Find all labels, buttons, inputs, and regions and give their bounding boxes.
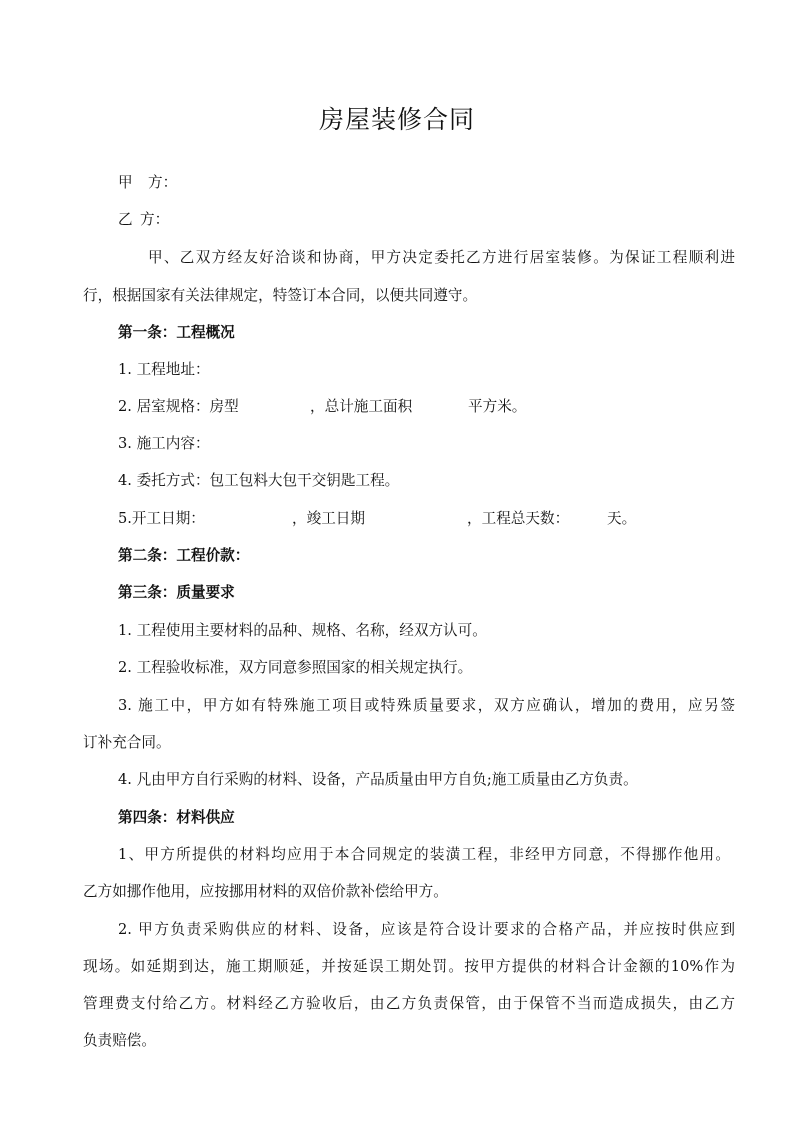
article4-item1-line1: 1、甲方所提供的材料均应用于本合同规定的装潢工程，非经甲方同意，不得挪作他用。 [118,846,730,863]
article4-heading: 第四条：材料供应 [118,809,235,826]
party-a-label: 甲 [118,174,133,191]
room-type-label: 2. 居室规格：房型 [118,398,239,415]
article3-item1: 1. 工程使用主要材料的品种、规格、名称，经双方认可。 [118,622,487,639]
party-b-label: 乙 [118,211,133,228]
end-date-label: ，竣工日期 [292,510,365,527]
article1-item4: 4. 委托方式：包工包料大包干交钥匙工程。 [118,472,400,489]
article4-item2-line2: 现场。如延期到达，施工期顺延，并按延误工期处罚。按甲方提供的材料合计金额的10%作为 [83,958,735,975]
area-unit: 平方米。 [468,398,527,415]
article1-heading: 第一条：工程概况 [118,324,235,341]
area-label: ，总计施工面积 [310,398,413,415]
article3-item2: 2. 工程验收标准，双方同意参照国家的相关规定执行。 [118,659,473,676]
days-unit: 天。 [607,510,637,527]
article4-item2-line4: 负责赔偿。 [83,1032,156,1049]
party-b-label-suffix: 方： [140,211,170,228]
document-title: 房屋装修合同 [318,105,475,134]
intro-line-1: 甲、乙双方经友好洽谈和协商，甲方决定委托乙方进行居室装修。为保证工程顺利进 [148,249,735,266]
article4-item2-line1: 2. 甲方负责采购供应的材料、设备，应该是符合设计要求的合格产品，并应按时供应到 [118,921,735,938]
article3-heading: 第三条：质量要求 [118,584,235,601]
article4-item1-line2: 乙方如挪作他用，应按挪用材料的双倍价款补偿给甲方。 [83,883,448,900]
total-days-label: ，工程总天数： [467,510,570,527]
intro-line-2: 行，根据国家有关法律规定，特签订本合同，以便共同遵守。 [83,287,478,304]
start-date-label: 5.开工日期： [118,510,205,527]
article3-item3-line2: 订补充合同。 [83,734,171,751]
article3-item4: 4. 凡由甲方自行采购的材料、设备，产品质量由甲方自负;施工质量由乙方负责。 [118,771,638,788]
party-a-label-suffix: 方： [148,174,178,191]
article2-heading: 第二条：工程价款： [118,547,250,564]
article1-item3: 3. 施工内容： [118,435,210,452]
article4-item2-line3: 管理费支付给乙方。材料经乙方验收后，由乙方负责保管，由于保管不当而造成损失，由乙方 [83,995,735,1012]
article3-item3-line1: 3. 施工中，甲方如有特殊施工项目或特殊质量要求，双方应确认，增加的费用，应另签 [118,697,735,714]
article1-item1: 1. 工程地址： [118,361,210,378]
